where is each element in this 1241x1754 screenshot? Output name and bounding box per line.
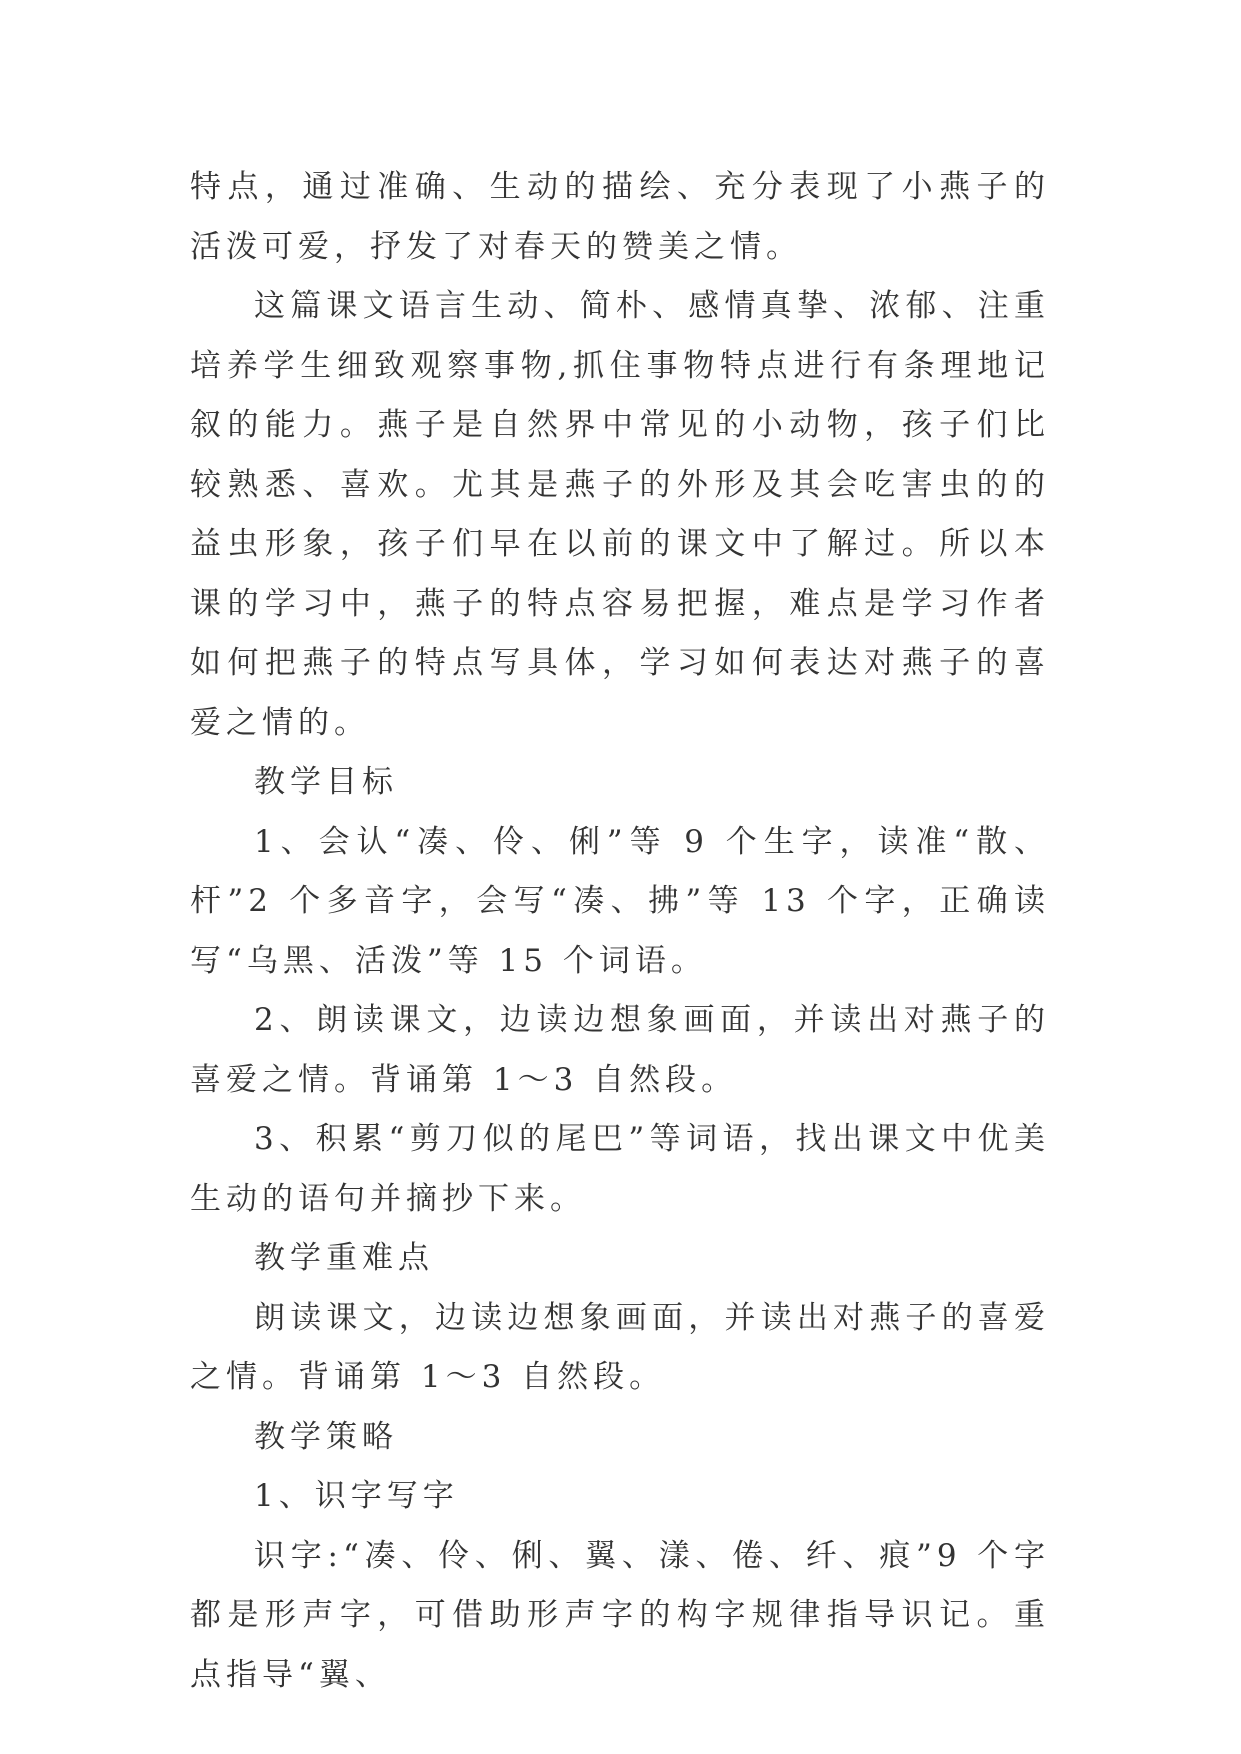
- heading-key-difficulties: 教学重难点: [254, 1240, 434, 1276]
- goal-item-2: 2、朗读课文，边读边想象画面，并读出对燕子的喜爱之情。背诵第 1～3 自然段。: [190, 1002, 1050, 1098]
- goal-item-1: 1、会认“凑、伶、俐”等 9 个生字，读准“散、杆”2 个多音字，会写“凑、拂”等 13 个字，正确读写“乌黑、活泼”等 15 个词语。: [190, 823, 1050, 979]
- heading-teaching-goals: 教学目标: [254, 764, 398, 800]
- paragraph-literacy: 识字:“凑、伶、俐、翼、漾、倦、纤、痕”9 个字都是形声字，可借助形声字的构字规律指导识记。重点指导“翼、: [190, 1537, 1050, 1693]
- document-body: [190, 158, 1050, 1705]
- paragraph-lesson-analysis: 这篇课文语言生动、简朴、感情真挚、浓郁、注重培养学生细致观察事物,抓住事物特点进行有条理地记叙的能力。燕子是自然界中常见的小动物，孩子们比较熟悉、喜欢。尤其是燕子的外形及其会吃害虫的的益虫形象，孩子们早在以前的课文中了解过。所以本课的学习中，燕子的特点容易把握，难点是学习作者如何把燕子的特点写具体，学习如何表达对燕子的喜爱之情的。: [190, 288, 1050, 741]
- heading-teaching-strategy: 教学策略: [254, 1418, 398, 1455]
- goal-item-3: 3、积累“剪刀似的尾巴”等词语，找出课文中优美生动的语句并摘抄下来。: [190, 1121, 1050, 1217]
- paragraph-key-difficulties: 朗读课文，边读边想象画面，并读出对燕子的喜爱之情。背诵第 1～3 自然段。: [190, 1299, 1050, 1395]
- strategy-item-1: 1、识字写字: [254, 1478, 459, 1514]
- paragraph-continuation: 特点，通过准确、生动的描绘、充分表现了小燕子的活泼可爱，抒发了对春天的赞美之情。: [190, 169, 1050, 265]
